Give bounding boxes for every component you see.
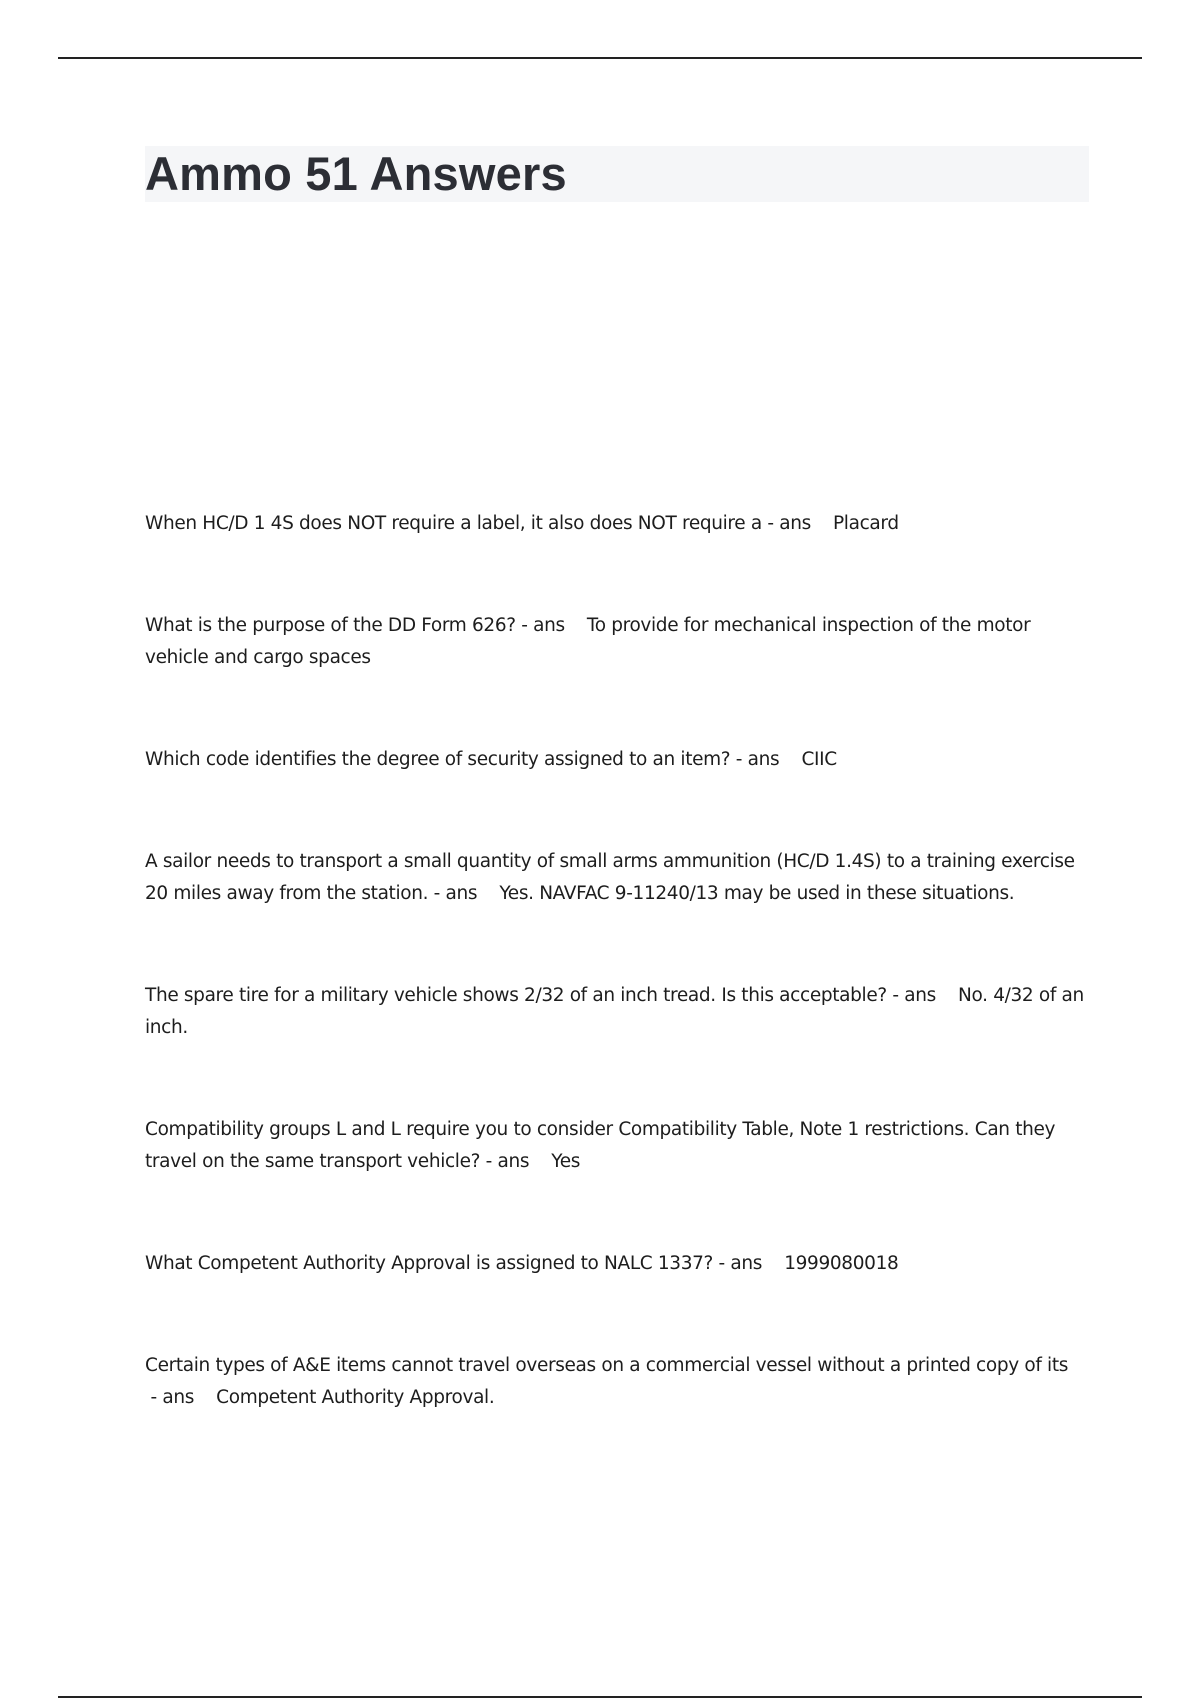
answer-separator: - ans — [761, 513, 833, 534]
answer-separator: - ans — [145, 1387, 217, 1408]
answer-text: 1999080018 — [784, 1253, 899, 1274]
question-text: Compatibility groups L and L require you to consider Compatibility Table, Note 1 restrictions. Can they travel on the same transport vehicle? — [145, 1119, 1056, 1172]
question-text: Which code identifies the degree of security assigned to an item? — [145, 749, 731, 770]
question-text: When HC/D 1 4S does NOT require a label, it also does NOT require a — [145, 513, 762, 534]
question-text: Certain types of A&E items cannot travel overseas on a commercial vessel without a printed copy of its — [145, 1355, 1069, 1376]
qa-list — [145, 508, 1089, 1484]
answer-text: Yes — [551, 1151, 581, 1172]
answer-text: CIIC — [801, 749, 837, 770]
answer-text: Placard — [833, 513, 899, 534]
qa-item — [145, 744, 1089, 776]
question-text: The spare tire for a military vehicle shows 2/32 of an inch tread. Is this acceptable? — [145, 985, 887, 1006]
answer-separator: - ans — [886, 985, 958, 1006]
answer-separator: - ans — [515, 615, 587, 636]
answer-text: Competent Authority Approval. — [216, 1387, 495, 1408]
document-title: Ammo 51 Answers — [145, 147, 567, 200]
question-text: A sailor needs to transport a small quantity of small arms ammunition (HC/D 1.4S) to a training exercise 20 miles away from the station. — [145, 851, 1075, 904]
qa-item — [145, 610, 1089, 674]
answer-separator: - ans — [713, 1253, 785, 1274]
question-text: What is the purpose of the DD Form 626? — [145, 615, 516, 636]
qa-item — [145, 980, 1089, 1044]
answer-text: Yes. NAVFAC 9-11240/13 may be used in these situations. — [499, 883, 1015, 904]
top-divider — [58, 57, 1142, 59]
answer-text: To provide for mechanical inspection of the motor vehicle and cargo spaces — [145, 615, 1031, 668]
answer-text: No. 4/32 of an inch. — [145, 985, 1084, 1038]
answer-separator: - ans — [428, 883, 500, 904]
qa-item — [145, 508, 1089, 540]
answer-separator: - ans — [730, 749, 802, 770]
qa-item — [145, 1114, 1089, 1178]
qa-item — [145, 1350, 1089, 1414]
bottom-divider — [58, 1696, 1142, 1698]
qa-item — [145, 1248, 1089, 1280]
question-text: What Competent Authority Approval is assigned to NALC 1337? — [145, 1253, 714, 1274]
answer-separator: - ans — [480, 1151, 552, 1172]
qa-item — [145, 846, 1089, 910]
